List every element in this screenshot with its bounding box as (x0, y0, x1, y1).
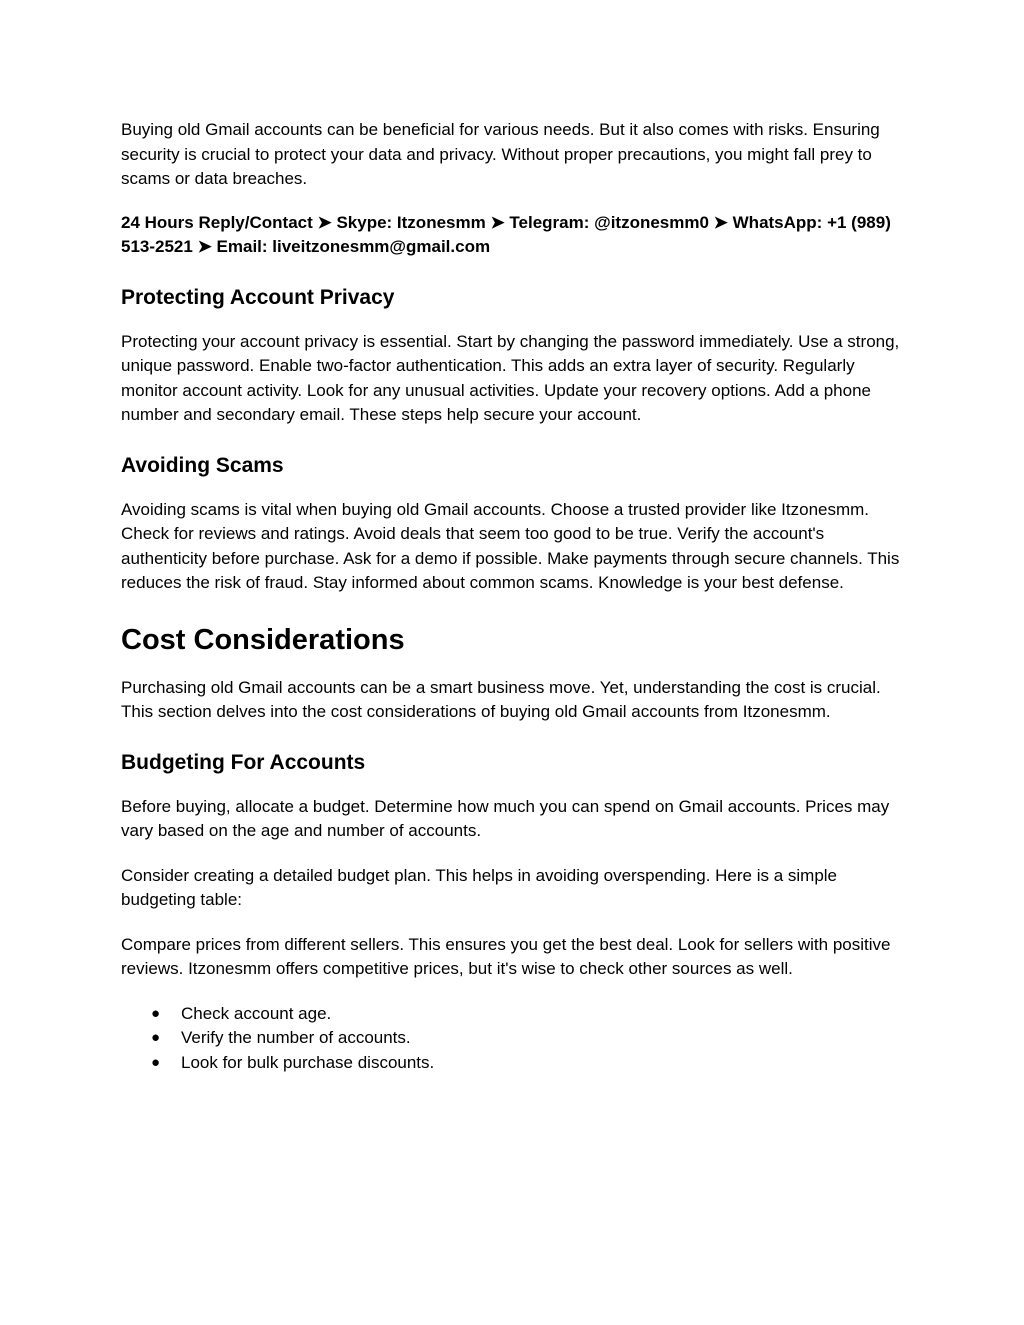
list-item: ● Check account age. (121, 1002, 911, 1027)
budgeting-paragraph-2: Consider creating a detailed budget plan. This helps in avoiding overspending. Here is a simple budgeting table: (121, 865, 838, 909)
budgeting-paragraph-3: Compare prices from different sellers. This ensures you get the best deal. Look for sellers with positive reviews. Itzonesmm offers competitive prices, but it's wise to check other sources as well. (121, 934, 891, 978)
scams-paragraph: Avoiding scams is vital when buying old Gmail accounts. Choose a trusted provider like Itzonesmm. Check for reviews and ratings. Avoid deals that seem too good to be true. Verify the account's authenticity before purchase. Ask for a demo if possible. Make payments through secure channels. This reduces the risk of fraud. Stay informed about common scams. Knowledge is your best defense. (121, 499, 900, 592)
contact-line: 24 Hours Reply/Contact ➤ Skype: Itzonesmm ➤ Telegram: @itzonesmm0 ➤ WhatsApp: +1 (989) 513-2521 ➤ Email: liveitzonesmm@gmail.com (121, 212, 891, 256)
budgeting-bullet-list (121, 1002, 911, 1076)
list-item: ● Look for bulk purchase discounts. (121, 1051, 911, 1076)
cost-paragraph: Purchasing old Gmail accounts can be a smart business move. Yet, understanding the cost is crucial. This section delves into the cost considerations of buying old Gmail accounts from Itzonesmm. (121, 677, 881, 721)
document-page (121, 118, 911, 1075)
cost-heading: Cost Considerations (121, 623, 405, 656)
privacy-paragraph: Protecting your account privacy is essential. Start by changing the password immediately. Use a strong, unique password. Enable two-factor authentication. This adds an extra layer of security. Regularly monitor account activity. Look for any unusual activities. Update your recovery options. Add a phone number and secondary email. These steps help secure your account. (121, 331, 900, 424)
intro-paragraph: Buying old Gmail accounts can be beneficial for various needs. But it also comes with risks. Ensuring security is crucial to protect your data and privacy. Without proper precautions, you might fall prey to scams or data breaches. (121, 120, 880, 188)
budgeting-paragraph-1: Before buying, allocate a budget. Determine how much you can spend on Gmail accounts. Prices may vary based on the age and number of accounts. (121, 796, 890, 840)
list-item: ● Verify the number of accounts. (121, 1026, 911, 1051)
scams-heading: Avoiding Scams (121, 453, 284, 477)
budgeting-heading: Budgeting For Accounts (121, 750, 366, 774)
privacy-heading: Protecting Account Privacy (121, 285, 395, 309)
